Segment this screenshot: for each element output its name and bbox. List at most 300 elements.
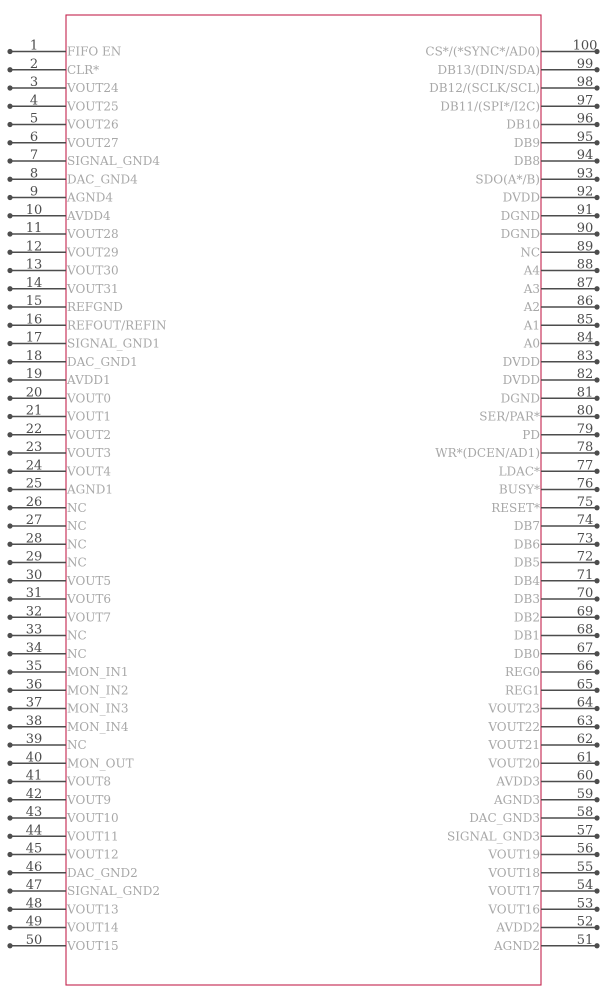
pin-name: NC (520, 245, 540, 260)
pin-number: 79 (576, 421, 594, 437)
pin-number: 50 (25, 932, 43, 948)
pin-terminal-dot (594, 250, 599, 255)
pin-name: VOUT25 (67, 99, 119, 114)
pin-name: VOUT15 (67, 938, 119, 953)
pin-number: 12 (25, 239, 43, 255)
pin-terminal-dot (7, 122, 12, 127)
pin-terminal-dot (7, 487, 12, 492)
pin-terminal-dot (7, 943, 12, 948)
pin-45 (7, 842, 118, 862)
pin-terminal-dot (7, 341, 12, 346)
pin-number: 67 (576, 640, 594, 656)
pin-terminal-dot (594, 651, 599, 656)
right-pin-column (425, 39, 599, 953)
pin-76 (499, 477, 600, 497)
pin-62 (487, 732, 599, 752)
pin-name: DB0 (513, 646, 540, 661)
pin-name: DB1 (513, 628, 540, 643)
pin-name: DB11/(SPI*/I2C) (440, 99, 540, 114)
pin-terminal-dot (7, 250, 12, 255)
pin-name: VOUT6 (67, 592, 112, 606)
pin-name: DAC_GND1 (67, 354, 138, 369)
pin-name: VOUT20 (488, 756, 540, 771)
pin-number: 45 (25, 841, 43, 857)
pin-name: A0 (523, 336, 540, 351)
pin-number: 98 (576, 75, 594, 90)
pin-number: 28 (25, 531, 43, 547)
pin-17 (7, 331, 160, 351)
pin-number: 59 (576, 786, 594, 802)
pin-name: DB13/(DIN/SDA) (437, 62, 540, 77)
pin-terminal-dot (594, 104, 599, 109)
pin-terminal-dot (594, 578, 599, 583)
pin-name: AGND1 (67, 482, 114, 497)
pin-terminal-dot (594, 432, 599, 437)
pin-terminal-dot (7, 669, 12, 674)
pin-terminal-dot (594, 560, 599, 565)
pin-terminal-dot (7, 834, 12, 839)
pin-number: 8 (29, 166, 39, 182)
pin-name: VOUT11 (67, 829, 119, 844)
pin-95 (514, 130, 600, 150)
pin-name: VOUT1 (67, 409, 112, 424)
pin-name: DGND (500, 227, 540, 241)
pin-terminal-dot (594, 907, 599, 912)
pin-41 (7, 769, 111, 789)
pin-terminal-dot (594, 542, 599, 547)
pin-number: 73 (576, 531, 594, 547)
pin-number: 89 (576, 239, 594, 255)
pin-number: 4 (29, 93, 39, 109)
pin-terminal-dot (594, 925, 599, 930)
pin-57 (447, 823, 600, 843)
pin-name: DVDD (502, 373, 540, 387)
pin-terminal-dot (7, 542, 12, 547)
pin-name: VOUT14 (67, 920, 119, 935)
pin-73 (514, 531, 600, 551)
pin-number: 63 (576, 713, 594, 729)
pin-terminal-dot (7, 505, 12, 510)
pin-number: 64 (576, 695, 594, 711)
pin-name: MON_IN3 (67, 701, 129, 716)
pin-91 (501, 203, 600, 223)
pin-number: 80 (576, 403, 594, 419)
pin-terminal-dot (7, 323, 12, 328)
pin-84 (523, 331, 600, 351)
pin-name: VOUT12 (67, 847, 119, 862)
pin-51 (493, 933, 600, 953)
pin-number: 96 (576, 111, 594, 127)
pin-name: DB6 (513, 537, 540, 552)
pin-name: REG1 (504, 683, 540, 698)
pin-name: NC (67, 646, 87, 661)
pin-86 (523, 294, 600, 314)
pin-name: WR*(DCEN/AD1) (435, 446, 540, 460)
pin-number: 5 (29, 111, 39, 127)
pin-terminal-dot (594, 122, 599, 127)
pin-terminal-dot (7, 140, 12, 145)
pin-name: VOUT21 (488, 738, 540, 752)
pin-name: CLR* (67, 62, 100, 77)
pin-3 (7, 75, 119, 95)
pin-25 (7, 477, 113, 497)
pin-69 (514, 604, 600, 624)
pin-79 (522, 422, 599, 442)
pin-63 (487, 714, 599, 734)
pin-88 (523, 258, 600, 278)
pin-terminal-dot (594, 742, 599, 747)
pin-name: VOUT31 (67, 281, 119, 296)
pin-name: VOUT8 (67, 774, 112, 789)
pin-number: 60 (576, 768, 594, 784)
pin-terminal-dot (7, 523, 12, 528)
pin-terminal-dot (594, 706, 599, 711)
pin-name: VOUT19 (488, 847, 540, 862)
pin-name: AGND3 (493, 792, 540, 807)
pin-21 (7, 404, 111, 424)
pin-number: 100 (572, 38, 598, 54)
pin-20 (7, 385, 111, 405)
pin-23 (7, 440, 111, 460)
pin-number: 70 (576, 586, 594, 601)
pin-name: DAC_GND4 (67, 172, 138, 187)
pin-terminal-dot (7, 286, 12, 291)
pin-number: 76 (576, 476, 594, 492)
pin-terminal-dot (594, 615, 599, 620)
pin-terminal-dot (594, 359, 599, 364)
pin-35 (7, 659, 128, 679)
pin-70 (514, 586, 600, 606)
pin-48 (7, 896, 118, 916)
pin-number: 23 (25, 440, 43, 455)
pin-terminal-dot (7, 706, 12, 711)
pin-28 (7, 531, 86, 551)
pin-number: 17 (25, 330, 43, 346)
pin-24 (7, 458, 111, 478)
pin-name: MON_IN1 (67, 665, 129, 679)
pin-number: 18 (25, 348, 43, 364)
pin-number: 32 (25, 604, 43, 620)
pin-77 (499, 458, 600, 478)
pin-name: BUSY* (498, 482, 540, 497)
pin-number: 88 (576, 257, 594, 273)
pin-name: VOUT28 (67, 227, 119, 241)
pin-name: DB7 (513, 519, 540, 533)
pin-6 (7, 130, 118, 150)
pin-terminal-dot (7, 231, 12, 236)
pin-number: 56 (576, 841, 594, 857)
pin-11 (7, 221, 118, 241)
pin-name: SIGNAL_GND2 (67, 884, 161, 898)
pin-terminal-dot (594, 304, 599, 309)
pin-terminal-dot (7, 85, 12, 90)
pin-number: 85 (576, 312, 594, 328)
pin-74 (514, 513, 600, 533)
pin-terminal-dot (7, 450, 12, 455)
pin-name: DB10 (506, 117, 540, 132)
pin-94 (514, 148, 600, 168)
pin-number: 10 (25, 202, 43, 218)
pin-terminal-dot (594, 870, 599, 875)
pin-terminal-dot (7, 177, 12, 182)
pin-number: 37 (25, 695, 43, 711)
pin-name: A1 (523, 318, 540, 333)
pin-number: 49 (25, 914, 43, 930)
pin-terminal-dot (7, 49, 12, 54)
pin-name: MON_OUT (67, 756, 134, 771)
pin-terminal-dot (594, 469, 599, 474)
pin-46 (7, 860, 137, 880)
pin-terminal-dot (7, 651, 12, 656)
pin-terminal-dot (7, 304, 12, 309)
pin-number: 14 (25, 275, 43, 291)
pin-87 (523, 276, 600, 296)
pin-number: 43 (25, 805, 43, 820)
pin-number: 87 (576, 275, 594, 291)
pin-number: 15 (25, 294, 43, 309)
pin-64 (487, 696, 599, 716)
pin-name: SIGNAL_GND3 (446, 829, 540, 844)
pin-terminal-dot (7, 414, 12, 419)
pin-name: DB3 (513, 592, 540, 606)
pin-68 (514, 623, 600, 643)
pin-terminal-dot (594, 943, 599, 948)
pin-38 (7, 714, 128, 734)
pin-terminal-dot (7, 359, 12, 364)
pin-96 (506, 112, 599, 132)
pin-name: DVDD (502, 190, 540, 205)
pin-number: 83 (576, 348, 594, 364)
pin-number: 75 (576, 494, 594, 510)
pin-name: AVDD3 (496, 774, 540, 789)
pin-number: 61 (576, 750, 594, 766)
pin-name: AVDD2 (496, 920, 540, 935)
pin-number: 29 (25, 549, 43, 565)
pin-number: 7 (29, 148, 39, 163)
pin-terminal-dot (7, 268, 12, 273)
pin-name: VOUT23 (488, 701, 540, 716)
pin-number: 54 (576, 878, 594, 893)
pin-number: 31 (25, 586, 43, 601)
pin-name: NC (67, 555, 87, 570)
pin-81 (501, 385, 600, 405)
pin-name: VOUT3 (67, 446, 112, 460)
pin-52 (495, 915, 599, 935)
pin-number: 30 (25, 567, 43, 583)
pin-name: SDO(A*/B) (475, 172, 540, 187)
pin-terminal-dot (594, 797, 599, 802)
pin-85 (523, 312, 600, 332)
pin-name: A4 (523, 263, 540, 278)
pin-terminal-dot (7, 888, 12, 893)
pin-terminal-dot (594, 505, 599, 510)
pin-number: 35 (25, 659, 43, 674)
pin-number: 93 (576, 166, 594, 182)
pin-terminal-dot (7, 469, 12, 474)
pin-43 (7, 805, 118, 825)
pin-59 (493, 787, 600, 807)
pin-terminal-dot (594, 213, 599, 218)
pin-name: VOUT10 (67, 811, 119, 825)
pin-terminal-dot (594, 268, 599, 273)
pin-terminal-dot (594, 67, 599, 72)
pin-terminal-dot (7, 852, 12, 857)
pin-terminal-dot (594, 596, 599, 601)
pin-number: 62 (576, 732, 594, 747)
pin-name: DB2 (513, 610, 540, 625)
pin-name: LDAC* (498, 464, 540, 479)
pin-name: DAC_GND2 (67, 865, 138, 880)
pin-4 (7, 93, 118, 113)
pin-terminal-dot (7, 615, 12, 620)
pin-name: PD (522, 427, 540, 442)
pin-61 (487, 750, 599, 770)
pin-75 (491, 495, 599, 515)
pin-number: 95 (576, 129, 594, 145)
pin-2 (7, 57, 99, 77)
pin-terminal-dot (594, 523, 599, 528)
pin-number: 84 (576, 330, 594, 346)
pin-name: DB12/(SCLK/SCL) (429, 81, 540, 95)
pin-number: 13 (25, 257, 43, 273)
pin-name: MON_IN2 (67, 683, 129, 698)
pin-name: FIFO EN (67, 44, 122, 59)
pin-number: 38 (25, 713, 43, 729)
pin-name: DGND (500, 391, 540, 406)
pin-42 (7, 787, 111, 807)
pin-terminal-dot (7, 195, 12, 200)
pin-number: 52 (576, 914, 594, 930)
pin-terminal-dot (7, 815, 12, 820)
pin-number: 66 (576, 659, 594, 674)
pin-name: VOUT30 (67, 263, 119, 278)
pin-33 (7, 623, 86, 643)
pin-terminal-dot (7, 925, 12, 930)
pin-49 (7, 915, 119, 935)
pin-terminal-dot (7, 797, 12, 802)
pin-number: 39 (25, 732, 43, 747)
pin-name: DB5 (513, 555, 540, 570)
pin-number: 69 (576, 604, 594, 620)
pin-terminal-dot (7, 907, 12, 912)
pin-terminal-dot (594, 140, 599, 145)
pin-5 (7, 112, 118, 132)
pin-number: 11 (25, 221, 43, 236)
pin-55 (487, 860, 599, 880)
pin-name: AGND2 (493, 938, 540, 953)
pin-terminal-dot (7, 560, 12, 565)
pin-number: 44 (25, 823, 43, 839)
pin-terminal-dot (7, 688, 12, 693)
pin-34 (7, 641, 86, 661)
pin-name: VOUT4 (67, 464, 112, 479)
pin-name: VOUT18 (488, 865, 540, 880)
pin-number: 9 (29, 184, 39, 200)
pin-32 (7, 604, 111, 624)
pin-82 (503, 367, 600, 387)
pin-name: VOUT16 (488, 902, 540, 917)
pin-name: REFOUT/REFIN (67, 318, 167, 333)
pin-terminal-dot (594, 450, 599, 455)
pin-name: AVDD1 (67, 373, 111, 387)
pin-terminal-dot (7, 432, 12, 437)
pin-terminal-dot (594, 231, 599, 236)
pin-7 (7, 148, 160, 168)
pin-terminal-dot (7, 158, 12, 163)
pin-number: 90 (576, 221, 594, 236)
pin-number: 20 (25, 385, 43, 401)
pin-number: 21 (25, 403, 43, 419)
pin-12 (7, 239, 118, 259)
pin-terminal-dot (594, 688, 599, 693)
pin-terminal-dot (7, 633, 12, 638)
pin-name: VOUT29 (67, 245, 119, 260)
pin-terminal-dot (7, 596, 12, 601)
pin-number: 72 (576, 549, 594, 565)
pin-name: VOUT17 (488, 884, 540, 898)
pin-name: AVDD4 (67, 208, 111, 223)
pin-name: VOUT24 (67, 81, 119, 95)
pin-name: VOUT27 (67, 135, 119, 150)
pin-name: SIGNAL_GND1 (67, 336, 161, 351)
pin-60 (495, 769, 599, 789)
pin-terminal-dot (594, 414, 599, 419)
pin-name: A2 (523, 300, 540, 314)
pin-80 (479, 404, 599, 424)
pin-terminal-dot (594, 396, 599, 401)
pin-number: 82 (576, 367, 594, 382)
pin-name: A3 (523, 281, 540, 296)
pin-number: 2 (29, 56, 39, 72)
pin-terminal-dot (594, 286, 599, 291)
pin-terminal-dot (594, 633, 599, 638)
pin-terminal-dot (594, 761, 599, 766)
pin-number: 99 (576, 56, 594, 72)
pin-number: 92 (576, 184, 594, 200)
pin-terminal-dot (7, 578, 12, 583)
pin-name: DVDD (502, 354, 540, 369)
pin-terminal-dot (7, 213, 12, 218)
pin-67 (514, 641, 600, 661)
pin-name: VOUT5 (67, 573, 112, 588)
pin-terminal-dot (594, 177, 599, 182)
pin-16 (7, 312, 166, 332)
pin-name: NC (67, 500, 87, 515)
pin-terminal-dot (594, 724, 599, 729)
pin-number: 48 (25, 896, 43, 912)
pin-name: DAC_GND3 (469, 811, 540, 825)
pin-terminal-dot (7, 742, 12, 747)
pin-terminal-dot (594, 323, 599, 328)
pin-name: NC (67, 537, 87, 552)
pin-terminal-dot (7, 724, 12, 729)
pin-93 (475, 166, 599, 186)
pin-number: 1 (29, 38, 39, 54)
pin-90 (501, 221, 600, 241)
pin-number: 58 (576, 805, 594, 820)
pin-27 (7, 513, 86, 533)
pin-10 (7, 203, 111, 223)
pin-name: VOUT9 (67, 792, 112, 807)
pin-terminal-dot (594, 815, 599, 820)
pin-number: 51 (576, 932, 594, 948)
pin-name: VOUT0 (67, 391, 112, 406)
pin-name: DB9 (513, 135, 540, 150)
pin-22 (7, 422, 111, 442)
pin-number: 26 (25, 494, 43, 510)
pin-89 (520, 239, 599, 259)
pin-58 (469, 805, 599, 825)
